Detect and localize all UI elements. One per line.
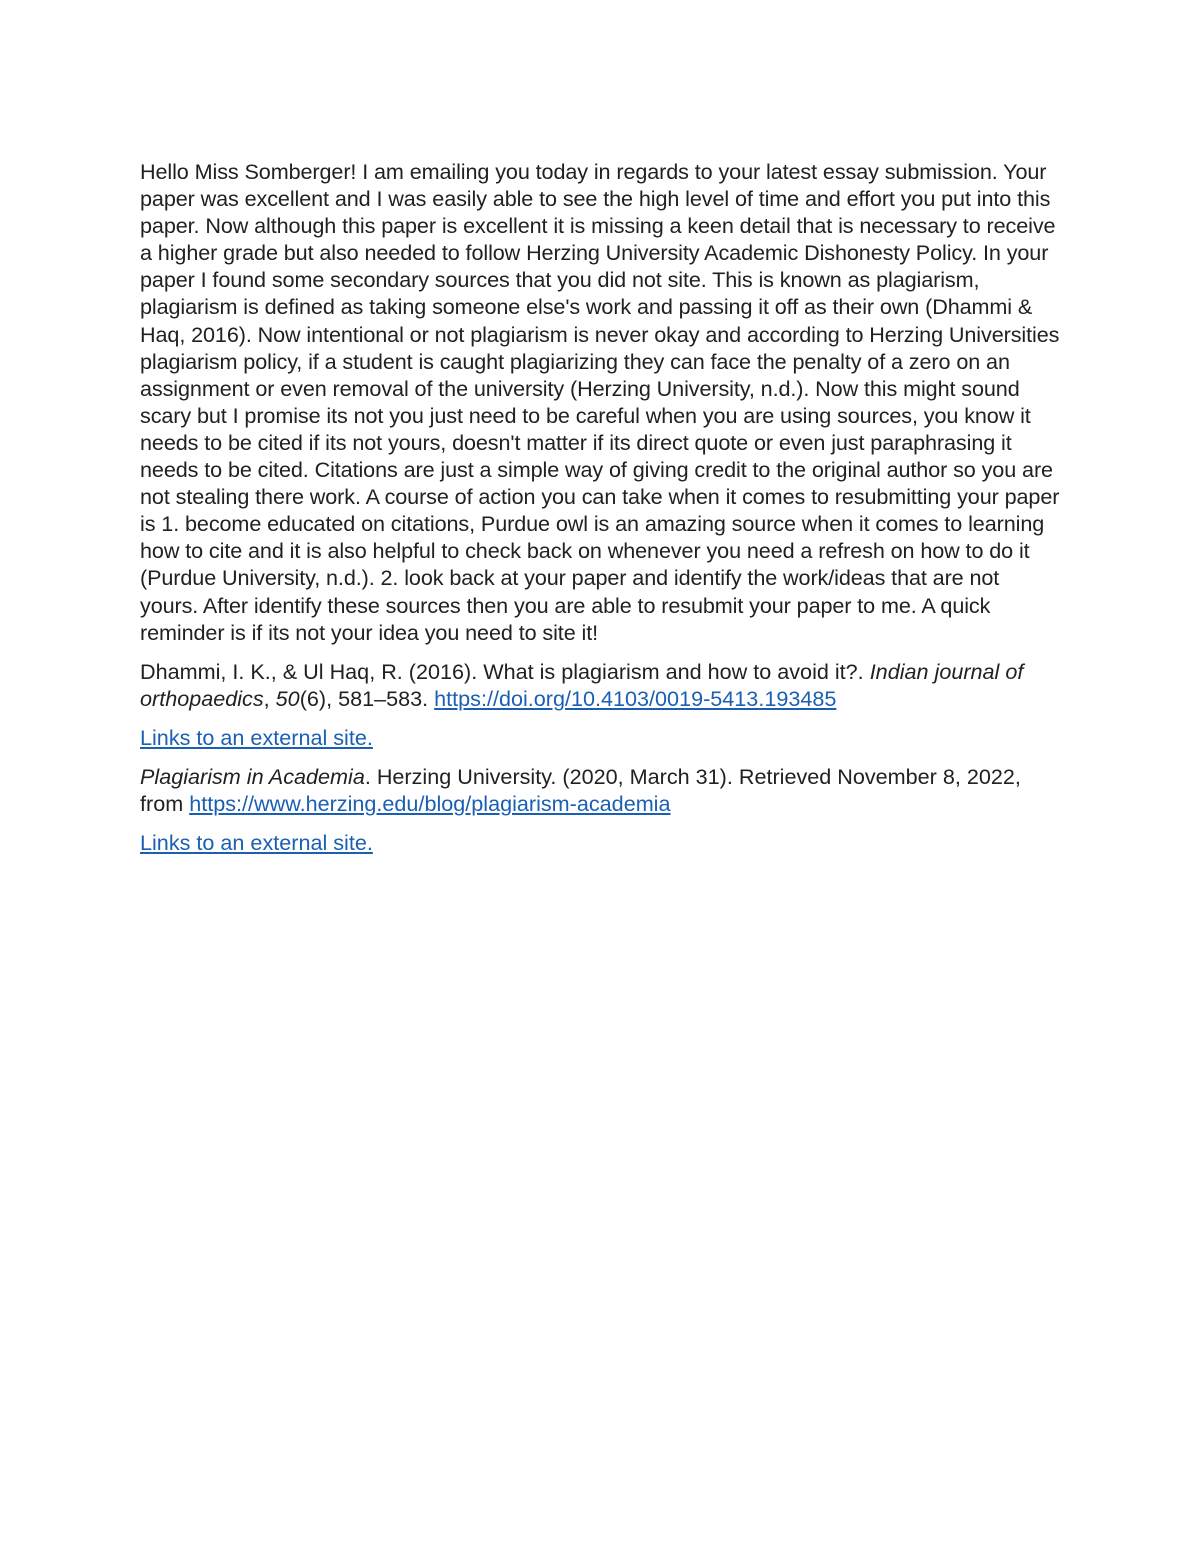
reference-herzing xyxy=(140,763,1062,817)
reference-herzing-url-link[interactable]: https://www.herzing.edu/blog/plagiarism-academia xyxy=(189,791,671,817)
reference-dhammi-journal: Indian journal of orthopaedics xyxy=(140,658,1024,711)
reference-dhammi-rest: (6), 581–583. xyxy=(299,685,435,711)
reference-dhammi-prefix: Dhammi, I. K., & Ul Haq, R. (2016). What is plagiarism and how to avoid it?. xyxy=(140,658,870,684)
external-link-row-1 xyxy=(140,724,1062,751)
reference-dhammi xyxy=(140,658,1062,712)
external-site-link-1[interactable]: Links to an external site. xyxy=(140,724,373,750)
reference-dhammi-sep: , xyxy=(263,685,276,711)
reference-dhammi-volume: 50 xyxy=(275,685,300,711)
email-body-paragraph: Hello Miss Somberger! I am emailing you today in regards to your latest essay submission. Your paper was excellent and I was easily able to see the high level of time and effort you put into this paper. Now although this paper is excellent it is missing a keen detail that is necessary to receive a higher grade but also needed to follow Herzing University Academic Dishonesty Policy. In your paper I found some secondary sources that you did not site. This is known as plagiarism, plagiarism is defined as taking someone else's work and passing it off as their own (Dhammi & Haq, 2016). Now intentional or not plagiarism is never okay and according to Herzing Universities plagiarism policy, if a student is caught plagiarizing they can face the penalty of a zero on an assignment or even removal of the university (Herzing University, n.d.). Now this might sound scary but I promise its not you just need to be careful when you are using sources, you know it needs to be cited if its not yours, doesn't matter if its direct quote or even just paraphrasing it needs to be cited. Citations are just a simple way of giving credit to the original author so you are not stealing there work. A course of action you can take when it comes to resubmitting your paper is 1. become educated on citations, Purdue owl is an amazing source when it comes to learning how to cite and it is also helpful to check back on whenever you need a refresh on how to do it (Purdue University, n.d.). 2. look back at your paper and identify the work/ideas that are not yours. After identify these sources then you are able to resubmit your paper to me. A quick reminder is if its not your idea you need to site it! xyxy=(140,159,1060,645)
reference-herzing-rest: . Herzing University. (2020, March 31). Retrieved November 8, 2022, from xyxy=(140,763,1021,817)
external-link-row-2 xyxy=(140,829,1062,856)
reference-dhammi-doi-link[interactable]: https://doi.org/10.4103/0019-5413.193485 xyxy=(434,685,837,711)
document-page xyxy=(140,158,1062,868)
external-site-link-2[interactable]: Links to an external site. xyxy=(140,830,373,856)
reference-herzing-title: Plagiarism in Academia xyxy=(140,763,365,789)
